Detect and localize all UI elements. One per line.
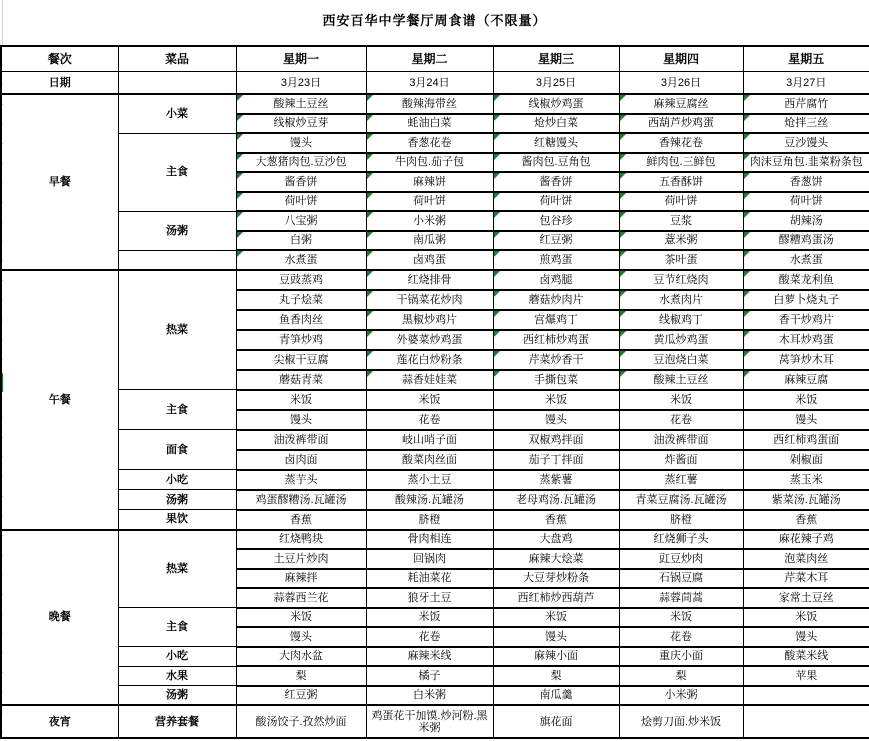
dish-cell[interactable]: 干锅菜花炒肉	[366, 290, 493, 310]
comment-indicator-icon	[744, 291, 750, 297]
dish-cell[interactable]: 鸡蛋花干加馍.炒河粉.黑米粥	[366, 705, 493, 738]
dish-cell[interactable]: 炝拌三丝	[743, 114, 869, 134]
column-header-dish[interactable]: 菜品	[118, 46, 236, 72]
category-label-cell[interactable]: 主食	[118, 608, 236, 647]
menu-row	[1, 608, 869, 628]
dish-cell[interactable]: 馒头	[493, 410, 619, 430]
dish-cell[interactable]: 酱肉包.豆角包	[493, 153, 619, 173]
comment-indicator-icon	[744, 95, 750, 101]
dish-cell[interactable]: 岐山哨子面	[366, 430, 493, 450]
comment-indicator-icon	[237, 212, 243, 218]
dish-cell[interactable]: 线椒炒豆芽	[236, 114, 366, 134]
dish-cell[interactable]: 酱香饼	[493, 172, 619, 192]
comment-indicator-icon	[367, 351, 373, 357]
dish-cell[interactable]: 荷叶饼	[236, 192, 366, 212]
comment-indicator-icon	[367, 173, 373, 179]
dish-cell[interactable]: 青笋炒鸡	[236, 330, 366, 350]
dish-cell[interactable]: 酸菜肉丝面	[366, 450, 493, 470]
dish-cell[interactable]: 红烧排骨	[366, 270, 493, 290]
comment-indicator-icon	[494, 271, 500, 277]
dish-cell[interactable]: 豆节红烧肉	[619, 270, 743, 290]
comment-indicator-icon	[237, 95, 243, 101]
date-row-empty-cell[interactable]	[118, 72, 236, 95]
dish-cell[interactable]: 麻辣饼	[366, 172, 493, 192]
dish-cell[interactable]: 包谷珍	[493, 211, 619, 231]
category-label-cell[interactable]: 果饮	[118, 510, 236, 530]
meal-label-cell[interactable]: 午餐	[1, 270, 118, 530]
dish-cell[interactable]: 茄子丁拌面	[493, 450, 619, 470]
dish-cell[interactable]: 木耳炒鸡蛋	[743, 330, 869, 350]
dish-cell[interactable]: 苹果	[743, 666, 869, 686]
dish-cell[interactable]: 米饭	[236, 390, 366, 410]
menu-row	[1, 647, 869, 667]
comment-indicator-icon	[620, 193, 626, 199]
dish-cell[interactable]: 五香酥饼	[619, 172, 743, 192]
menu-row	[1, 390, 869, 410]
dish-cell[interactable]: 蘑菇青菜	[236, 370, 366, 390]
dish-cell[interactable]: 酸辣海带丝	[366, 94, 493, 114]
category-label-cell[interactable]: 热菜	[118, 530, 236, 608]
dish-cell[interactable]: 黑椒炒鸡片	[366, 310, 493, 330]
dish-cell[interactable]: 肉沫豆角包.韭菜粉条包	[743, 153, 869, 173]
category-label-cell[interactable]: 汤粥	[118, 211, 236, 250]
comment-indicator-icon	[620, 134, 626, 140]
dish-cell[interactable]: 蒜蓉西兰花	[236, 588, 366, 608]
dish-cell[interactable]: 线椒鸡丁	[619, 310, 743, 330]
date-cell-thu[interactable]: 3月26日	[619, 72, 743, 95]
dish-cell[interactable]: 手撕包菜	[493, 370, 619, 390]
comment-indicator-icon	[367, 291, 373, 297]
date-row-label[interactable]: 日期	[1, 72, 118, 95]
dish-cell[interactable]: 酸辣土豆丝	[236, 94, 366, 114]
dish-cell[interactable]: 酸菜龙利鱼	[743, 270, 869, 290]
dish-cell[interactable]: 耗油菜花	[366, 569, 493, 589]
comment-indicator-icon	[367, 232, 373, 238]
comment-indicator-icon	[620, 331, 626, 337]
category-label-cell[interactable]: 主食	[118, 133, 236, 211]
dish-cell[interactable]: 蒸玉米	[743, 470, 869, 490]
dish-cell[interactable]: 西红柿鸡蛋面	[743, 430, 869, 450]
column-header-thu[interactable]: 星期四	[619, 46, 743, 72]
comment-indicator-icon	[744, 351, 750, 357]
dish-cell[interactable]: 大肉水盆	[236, 647, 366, 667]
dish-cell[interactable]: 香蕉	[743, 510, 869, 530]
dish-cell[interactable]: 酸菜米线	[743, 647, 869, 667]
comment-indicator-icon	[237, 115, 243, 121]
menu-row	[1, 94, 869, 114]
comment-indicator-icon	[367, 331, 373, 337]
dish-cell[interactable]: 紫菜汤.瓦罐汤	[743, 490, 869, 510]
comment-indicator-icon	[494, 154, 500, 160]
comment-indicator-icon	[367, 115, 373, 121]
dish-cell[interactable]	[743, 705, 869, 738]
dish-cell[interactable]: 小米粥	[619, 686, 743, 706]
category-label-cell[interactable]: 汤粥	[118, 490, 236, 510]
dish-cell[interactable]: 石锅豆腐	[619, 569, 743, 589]
meal-label-cell[interactable]: 早餐	[1, 94, 118, 270]
dish-cell[interactable]: 荷叶饼	[493, 192, 619, 212]
comment-indicator-icon	[744, 232, 750, 238]
dish-cell[interactable]: 豇豆炒肉	[619, 549, 743, 569]
dish-cell[interactable]: 香蕉	[493, 510, 619, 530]
dish-cell[interactable]: 双椒鸡拌面	[493, 430, 619, 450]
dish-cell[interactable]: 白米粥	[366, 686, 493, 706]
dish-cell[interactable]: 蒜蓉茼蒿	[619, 588, 743, 608]
dish-cell[interactable]: 橘子	[366, 666, 493, 686]
dish-cell[interactable]: 芹菜炒香干	[493, 350, 619, 370]
menu-table	[0, 45, 869, 739]
dish-cell[interactable]: 红豆粥	[493, 231, 619, 251]
dish-cell[interactable]: 馒头	[236, 133, 366, 153]
category-label-cell[interactable]: 热菜	[118, 270, 236, 390]
menu-row	[1, 133, 869, 153]
dish-cell[interactable]: 花卷	[366, 410, 493, 430]
dish-cell[interactable]: 米饭	[493, 390, 619, 410]
comment-indicator-icon	[367, 134, 373, 140]
dish-cell[interactable]: 花卷	[619, 410, 743, 430]
comment-indicator-icon	[744, 271, 750, 277]
dish-cell[interactable]: 线椒炒鸡蛋	[493, 94, 619, 114]
dish-cell[interactable]: 梨	[493, 666, 619, 686]
dish-cell[interactable]: 泡菜肉丝	[743, 549, 869, 569]
dish-cell[interactable]: 麻辣豆腐丝	[619, 94, 743, 114]
dish-cell[interactable]: 宫爆鸡丁	[493, 310, 619, 330]
menu-row	[1, 686, 869, 706]
meal-label-cell[interactable]: 夜宵	[1, 705, 118, 738]
category-label-cell[interactable]: 小吃	[118, 647, 236, 667]
dish-cell[interactable]	[743, 686, 869, 706]
comment-indicator-icon	[367, 371, 373, 377]
menu-row	[1, 530, 869, 550]
dish-cell[interactable]: 荷叶饼	[619, 192, 743, 212]
dish-cell[interactable]: 家常土豆丝	[743, 588, 869, 608]
dish-cell[interactable]: 酱香饼	[236, 172, 366, 192]
comment-indicator-icon	[494, 251, 500, 257]
comment-indicator-icon	[494, 212, 500, 218]
comment-indicator-icon	[494, 134, 500, 140]
dish-cell[interactable]: 米饭	[743, 608, 869, 628]
dish-cell[interactable]: 香葱饼	[743, 172, 869, 192]
dish-cell[interactable]: 茶叶蛋	[619, 250, 743, 270]
comment-indicator-icon	[620, 311, 626, 317]
comment-indicator-icon	[744, 251, 750, 257]
dish-cell[interactable]: 鲜肉包.三鲜包	[619, 153, 743, 173]
category-label-cell[interactable]: 面食	[118, 430, 236, 470]
dish-cell[interactable]: 西芹腐竹	[743, 94, 869, 114]
dish-cell[interactable]: 麻辣拌	[236, 569, 366, 589]
page-title: 西安百华中学餐厅周食谱（不限量）	[322, 13, 547, 28]
comment-indicator-icon	[620, 251, 626, 257]
dish-cell[interactable]: 红烧鸭块	[236, 530, 366, 550]
dish-cell[interactable]: 大葱猪肉包.豆沙包	[236, 153, 366, 173]
dish-cell[interactable]: 荷叶饼	[743, 192, 869, 212]
dish-cell[interactable]: 炝炒白菜	[493, 114, 619, 134]
dish-cell[interactable]: 白萝卜烧丸子	[743, 290, 869, 310]
dish-cell[interactable]: 馒头	[493, 627, 619, 647]
dish-cell[interactable]: 油泼裤带面	[236, 430, 366, 450]
dish-cell[interactable]: 豆豉蒸鸡	[236, 270, 366, 290]
dish-cell[interactable]: 水煮肉片	[619, 290, 743, 310]
dish-cell[interactable]: 丸子烩菜	[236, 290, 366, 310]
dish-cell[interactable]: 馒头	[743, 410, 869, 430]
dish-cell[interactable]: 馒头	[236, 627, 366, 647]
dish-cell[interactable]: 重庆小面	[619, 647, 743, 667]
dish-cell[interactable]: 蒸红薯	[619, 470, 743, 490]
dish-cell[interactable]: 米饭	[366, 608, 493, 628]
dish-cell[interactable]: 小米粥	[366, 211, 493, 231]
dish-cell[interactable]: 大盘鸡	[493, 530, 619, 550]
comment-indicator-icon	[620, 271, 626, 277]
comment-indicator-icon	[494, 232, 500, 238]
date-cell-mon[interactable]: 3月23日	[236, 72, 366, 95]
dish-cell[interactable]: 鸡蛋醪糟汤.瓦罐汤	[236, 490, 366, 510]
dish-cell[interactable]: 薏米粥	[619, 231, 743, 251]
dish-cell[interactable]: 蒸小土豆	[366, 470, 493, 490]
menu-row	[1, 430, 869, 450]
dish-cell[interactable]: 水煮蛋	[236, 250, 366, 270]
dish-cell[interactable]: 酸汤饺子.孜然炒面	[236, 705, 366, 738]
comment-indicator-icon	[367, 95, 373, 101]
dish-cell[interactable]: 胡辣汤	[743, 211, 869, 231]
dish-cell[interactable]: 蒸芋头	[236, 470, 366, 490]
comment-indicator-icon	[237, 251, 243, 257]
comment-indicator-icon	[367, 154, 373, 160]
dish-cell[interactable]: 红豆粥	[236, 686, 366, 706]
comment-indicator-icon	[367, 251, 373, 257]
dish-cell[interactable]: 南瓜粥	[366, 231, 493, 251]
menu-row	[1, 705, 869, 738]
dish-cell[interactable]: 南瓜羹	[493, 686, 619, 706]
menu-row	[1, 470, 869, 490]
dish-cell[interactable]: 尖椒干豆腐	[236, 350, 366, 370]
comment-indicator-icon	[237, 232, 243, 238]
dish-cell[interactable]: 蒜香娃娃菜	[366, 370, 493, 390]
comment-indicator-icon	[620, 212, 626, 218]
comment-indicator-icon	[367, 212, 373, 218]
comment-indicator-icon	[744, 173, 750, 179]
dish-cell[interactable]: 外婆菜炒鸡蛋	[366, 330, 493, 350]
dish-cell[interactable]: 剁椒面	[743, 450, 869, 470]
comment-indicator-icon	[744, 154, 750, 160]
comment-indicator-icon	[494, 311, 500, 317]
comment-indicator-icon	[494, 115, 500, 121]
dish-cell[interactable]: 馒头	[743, 627, 869, 647]
comment-indicator-icon	[237, 134, 243, 140]
dish-cell[interactable]: 烩剪刀面.炒米饭	[619, 705, 743, 738]
column-header-fri[interactable]: 星期五	[743, 46, 869, 72]
date-cell-tue[interactable]: 3月24日	[366, 72, 493, 95]
comment-indicator-icon	[494, 351, 500, 357]
dish-cell[interactable]: 芹菜木耳	[743, 569, 869, 589]
comment-indicator-icon	[744, 331, 750, 337]
comment-indicator-icon	[620, 115, 626, 121]
comment-indicator-icon	[494, 331, 500, 337]
dish-cell[interactable]: 红烧狮子头	[619, 530, 743, 550]
dish-cell[interactable]: 麻花辣子鸡	[743, 530, 869, 550]
comment-indicator-icon	[237, 173, 243, 179]
dish-cell[interactable]: 脐橙	[619, 510, 743, 530]
dish-cell[interactable]: 米饭	[236, 608, 366, 628]
dish-cell[interactable]: 蘑菇炒肉片	[493, 290, 619, 310]
dish-cell[interactable]: 香葱花卷	[366, 133, 493, 153]
dish-cell[interactable]: 麻辣大烩菜	[493, 549, 619, 569]
dish-cell[interactable]: 酸辣土豆丝	[619, 370, 743, 390]
dish-cell[interactable]: 老母鸡汤.瓦罐汤	[493, 490, 619, 510]
menu-row	[1, 510, 869, 530]
comment-indicator-icon	[744, 193, 750, 199]
dish-cell[interactable]: 莴笋炒木耳	[743, 350, 869, 370]
comment-indicator-icon	[620, 232, 626, 238]
comment-indicator-icon	[367, 271, 373, 277]
comment-indicator-icon	[744, 115, 750, 121]
column-header-mon[interactable]: 星期一	[236, 46, 366, 72]
dish-cell[interactable]: 红糖馒头	[493, 133, 619, 153]
meal-label-cell[interactable]: 晚餐	[1, 530, 118, 706]
header-row	[1, 46, 869, 72]
menu-row	[1, 490, 869, 510]
comment-indicator-icon	[620, 371, 626, 377]
dish-cell[interactable]: 花卷	[366, 627, 493, 647]
dish-cell[interactable]: 花卷	[619, 627, 743, 647]
category-label-cell[interactable]: 小吃	[118, 470, 236, 490]
dish-cell[interactable]: 香辣花卷	[619, 133, 743, 153]
dish-cell[interactable]: 豆沙馒头	[743, 133, 869, 153]
dish-cell[interactable]: 莲花白炒粉条	[366, 350, 493, 370]
dish-cell[interactable]: 大豆芽炒粉条	[493, 569, 619, 589]
dish-cell[interactable]: 麻辣米线	[366, 647, 493, 667]
date-row	[1, 72, 869, 95]
menu-row	[1, 270, 869, 290]
dish-cell[interactable]: 米饭	[366, 390, 493, 410]
dish-cell[interactable]: 油泼裤带面	[619, 430, 743, 450]
dish-cell[interactable]: 青菜豆腐汤.瓦罐汤	[619, 490, 743, 510]
category-label-cell[interactable]: 主食	[118, 390, 236, 430]
dish-cell[interactable]: 回锅肉	[366, 549, 493, 569]
dish-cell[interactable]: 煎鸡蛋	[493, 250, 619, 270]
dish-cell[interactable]: 馒头	[236, 410, 366, 430]
dish-cell[interactable]: 醪糟鸡蛋汤	[743, 231, 869, 251]
menu-row	[1, 211, 869, 231]
dish-cell[interactable]: 旗花面	[493, 705, 619, 738]
dish-cell[interactable]: 麻辣小面	[493, 647, 619, 667]
menu-row	[1, 250, 869, 270]
dish-cell[interactable]: 土豆片炒肉	[236, 549, 366, 569]
dish-cell[interactable]: 八宝粥	[236, 211, 366, 231]
date-cell-wed[interactable]: 3月25日	[493, 72, 619, 95]
column-header-meal[interactable]: 餐次	[1, 46, 118, 72]
dish-cell[interactable]: 豆浆	[619, 211, 743, 231]
column-header-wed[interactable]: 星期三	[493, 46, 619, 72]
comment-indicator-icon	[237, 154, 243, 160]
dish-cell[interactable]: 蚝油白菜	[366, 114, 493, 134]
comment-indicator-icon	[620, 154, 626, 160]
dish-cell[interactable]: 狼牙土豆	[366, 588, 493, 608]
category-label-cell[interactable]: 营养套餐	[118, 705, 236, 738]
comment-indicator-icon	[744, 212, 750, 218]
dish-cell[interactable]: 蒸紫薯	[493, 470, 619, 490]
dish-cell[interactable]: 黄瓜炒鸡蛋	[619, 330, 743, 350]
comment-indicator-icon	[494, 173, 500, 179]
comment-indicator-icon	[744, 371, 750, 377]
dish-cell[interactable]: 米饭	[619, 390, 743, 410]
dish-cell[interactable]: 鱼香肉丝	[236, 310, 366, 330]
dish-cell[interactable]: 炸酱面	[619, 450, 743, 470]
comment-indicator-icon	[494, 371, 500, 377]
dish-cell[interactable]: 骨肉相连	[366, 530, 493, 550]
dish-cell[interactable]: 白粥	[236, 231, 366, 251]
category-label-cell[interactable]: 汤粥	[118, 686, 236, 706]
dish-cell[interactable]: 西红柿炒鸡蛋	[493, 330, 619, 350]
dish-cell[interactable]: 荷叶饼	[366, 192, 493, 212]
dish-cell[interactable]: 卤鸡腿	[493, 270, 619, 290]
comment-indicator-icon	[744, 134, 750, 140]
dish-cell[interactable]: 卤肉面	[236, 450, 366, 470]
comment-indicator-icon	[494, 95, 500, 101]
dish-cell[interactable]: 香蕉	[236, 510, 366, 530]
dish-cell[interactable]: 豆泡烧白菜	[619, 350, 743, 370]
dish-cell[interactable]: 水煮蛋	[743, 250, 869, 270]
comment-indicator-icon	[620, 351, 626, 357]
dish-cell[interactable]: 卤鸡蛋	[366, 250, 493, 270]
category-label-cell[interactable]: 水果	[118, 666, 236, 686]
comment-indicator-icon	[620, 291, 626, 297]
dish-cell[interactable]: 香干炒鸡片	[743, 310, 869, 330]
comment-indicator-icon	[237, 193, 243, 199]
dish-cell[interactable]: 西红柿炒西葫芦	[493, 588, 619, 608]
category-label-cell[interactable]	[118, 250, 236, 270]
dish-cell[interactable]: 米饭	[493, 608, 619, 628]
comment-indicator-icon	[367, 311, 373, 317]
dish-cell[interactable]: 西葫芦炒鸡蛋	[619, 114, 743, 134]
comment-indicator-icon	[744, 311, 750, 317]
dish-cell[interactable]: 梨	[236, 666, 366, 686]
dish-cell[interactable]: 麻辣豆腐	[743, 370, 869, 390]
dish-cell[interactable]: 脐橙	[366, 510, 493, 530]
date-cell-fri[interactable]: 3月27日	[743, 72, 869, 95]
dish-cell[interactable]: 酸辣汤.瓦罐汤	[366, 490, 493, 510]
dish-cell[interactable]: 梨	[619, 666, 743, 686]
comment-indicator-icon	[494, 193, 500, 199]
column-header-tue[interactable]: 星期二	[366, 46, 493, 72]
comment-indicator-icon	[620, 173, 626, 179]
comment-indicator-icon	[367, 193, 373, 199]
dish-cell[interactable]: 米饭	[743, 390, 869, 410]
menu-row	[1, 666, 869, 686]
comment-indicator-icon	[494, 291, 500, 297]
comment-indicator-icon	[620, 95, 626, 101]
dish-cell[interactable]: 米饭	[619, 608, 743, 628]
category-label-cell[interactable]: 小菜	[118, 94, 236, 133]
dish-cell[interactable]: 牛肉包.茄子包	[366, 153, 493, 173]
